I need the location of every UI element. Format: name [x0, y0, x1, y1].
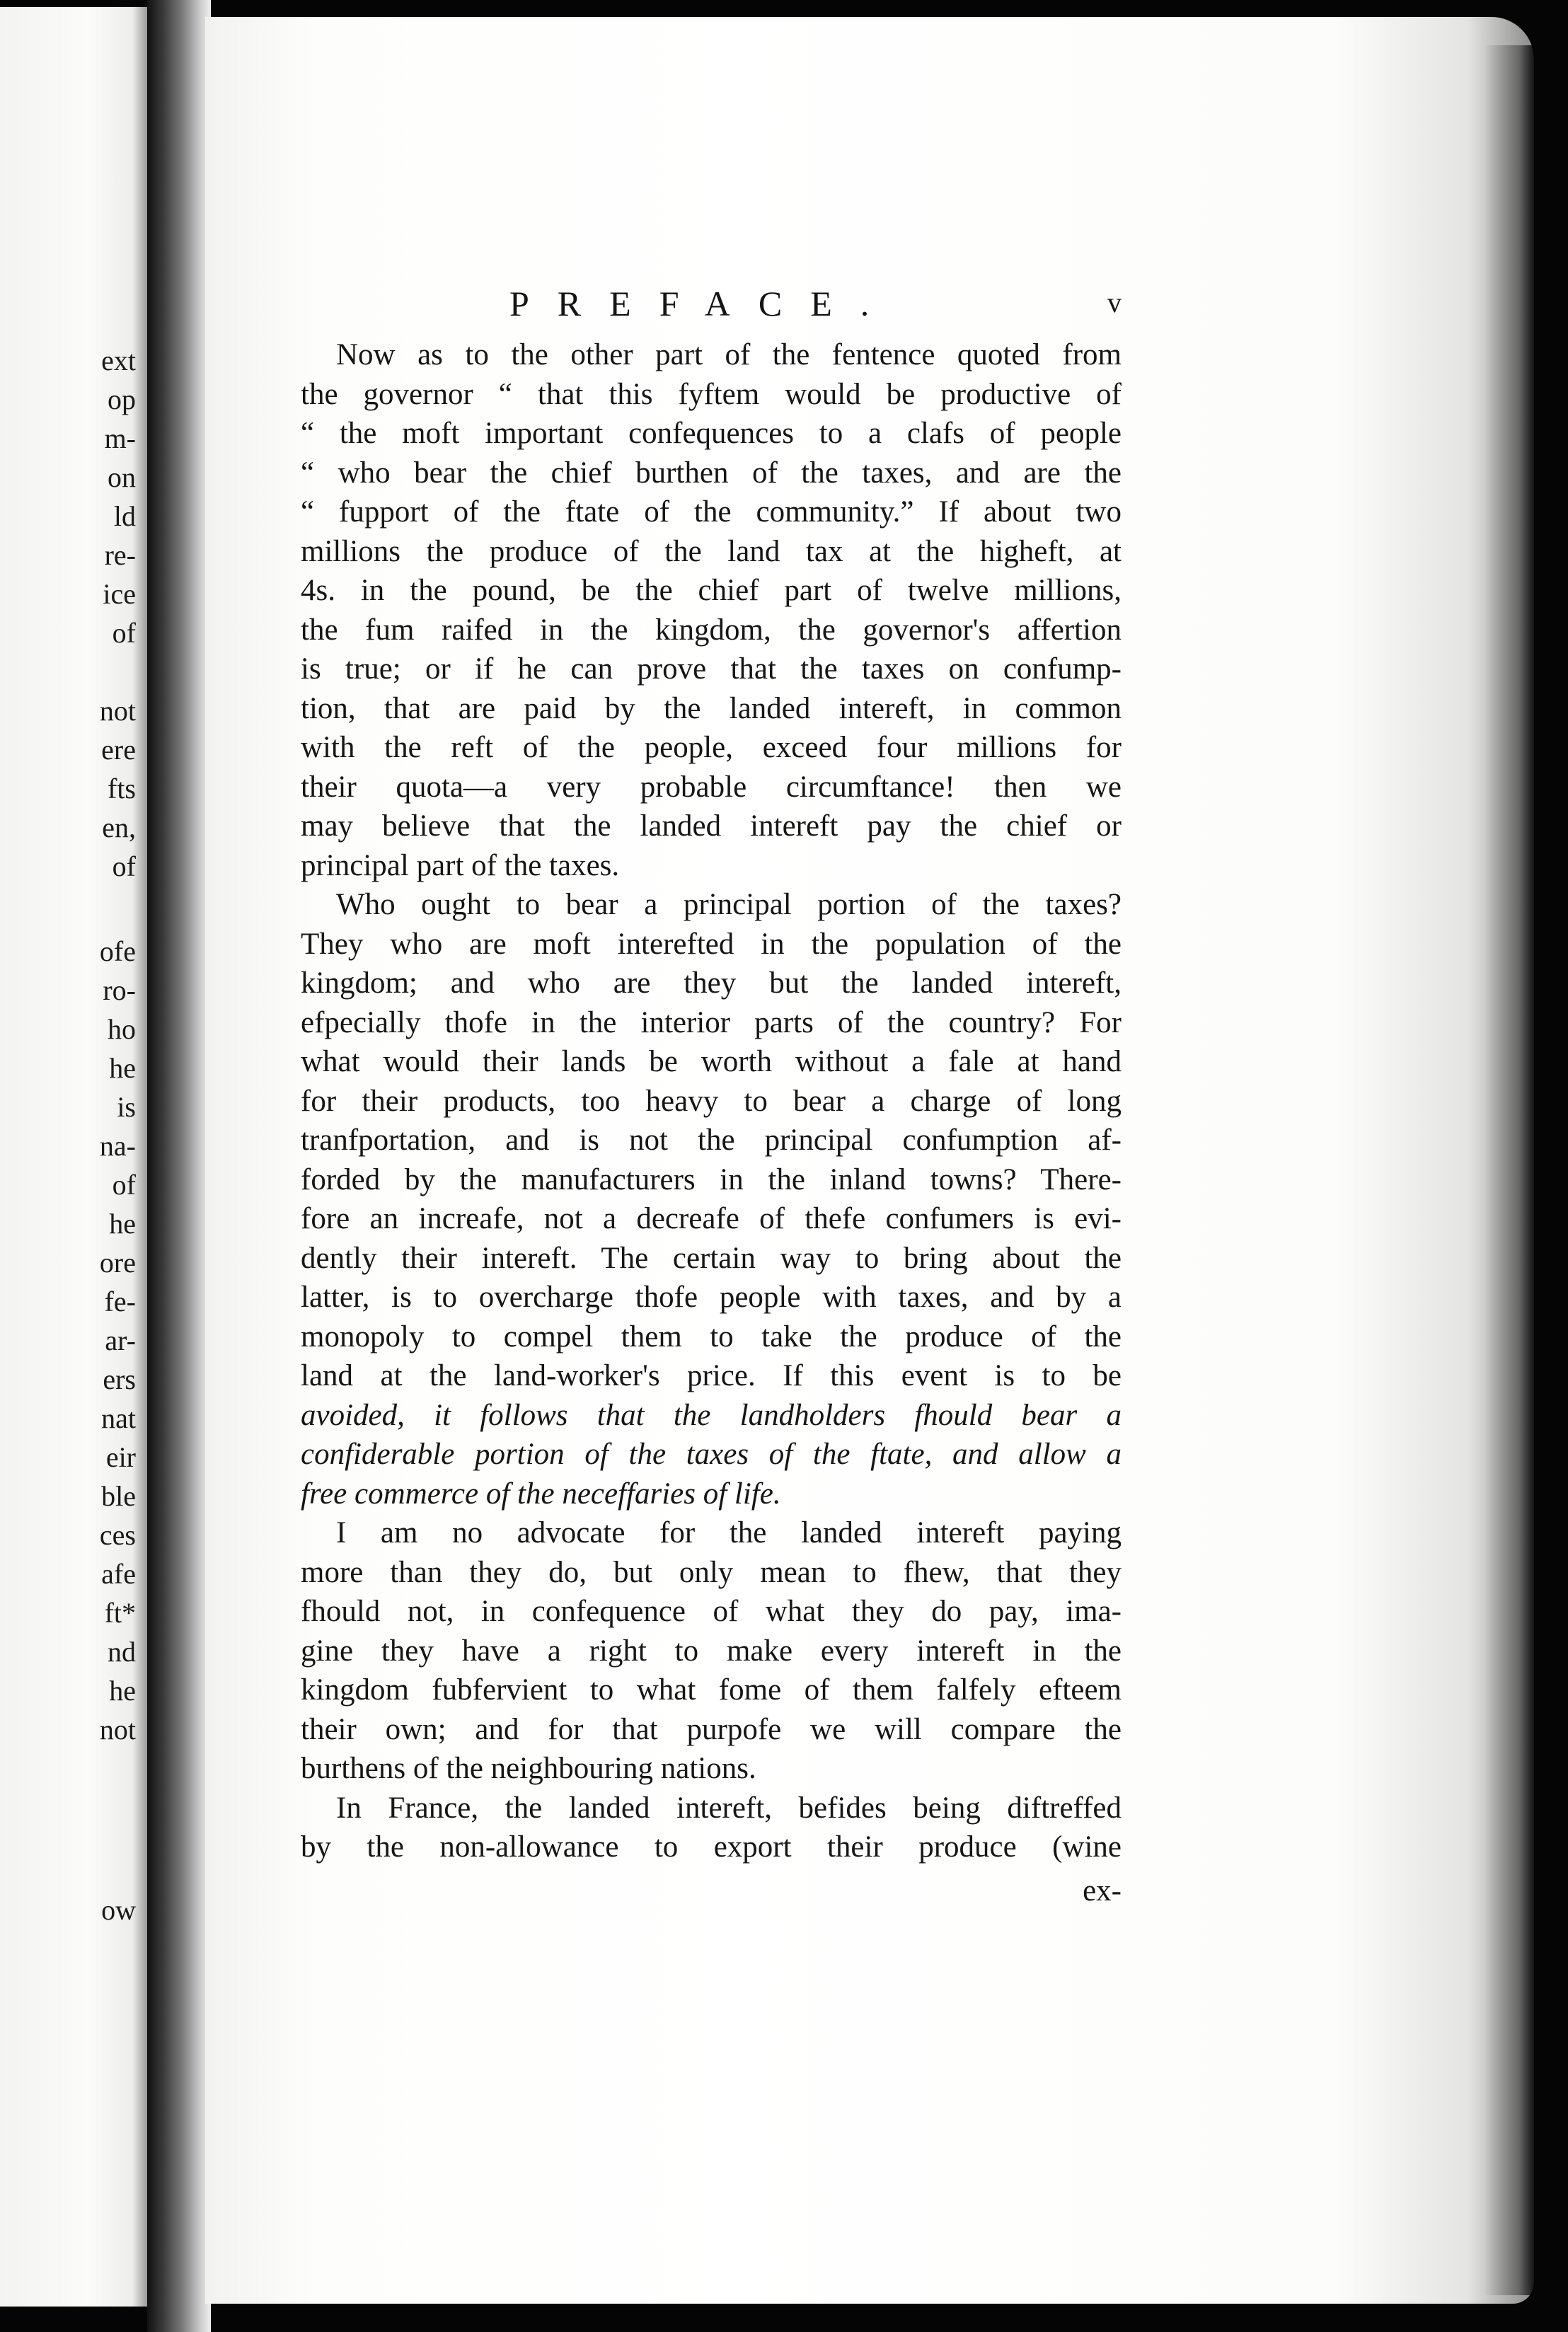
text-line: I am no advocate for the landed intereft paying	[336, 1516, 1122, 1549]
facing-fragment: he	[109, 1675, 136, 1707]
text-line: the fum raifed in the kingdom, the governor's affertion	[301, 613, 1122, 647]
text-line: land at the land-worker's price. If this event is to be	[301, 1359, 1122, 1392]
facing-fragment: op	[108, 383, 136, 415]
facing-fragment: ice	[103, 578, 136, 610]
text-line: their quota—a very probable circumftance! then we	[301, 770, 1122, 804]
facing-fragment: en,	[102, 812, 136, 843]
page-header	[301, 283, 1122, 333]
text-line: gine they have a right to make every intereft in the	[301, 1634, 1122, 1668]
text-line: In France, the landed intereft, befides being diftreffed	[336, 1791, 1122, 1825]
text-line: Who ought to bear a principal portion of the taxes?	[336, 888, 1122, 921]
facing-fragment: he	[109, 1052, 136, 1084]
text-line: Now as to the other part of the fentence quoted from	[336, 338, 1122, 371]
text-line: monopoly to compel them to take the produce of the	[301, 1320, 1122, 1353]
text-line: 4s. in the pound, be the chief part of twelve millions,	[301, 574, 1122, 607]
facing-fragment: ar-	[105, 1324, 136, 1356]
text-line: “ the moft important confequences to a clafs of people	[301, 417, 1122, 450]
facing-fragment: fts	[108, 773, 136, 804]
text-line: kingdom fubfervient to what fome of them falfely efteem	[301, 1673, 1122, 1707]
text-line: millions the produce of the land tax at the higheft, at	[301, 534, 1122, 568]
text-line: burthens of the neighbouring nations.	[301, 1752, 756, 1785]
facing-fragment: of	[112, 617, 136, 649]
facing-page-strip	[0, 7, 147, 2307]
catchword: ex-	[1083, 1874, 1122, 1907]
text-line: “ who bear the chief burthen of the taxes, and are the	[301, 456, 1122, 490]
text-line: dently their intereft. The certain way to bring about the	[301, 1241, 1122, 1275]
facing-fragment: ft*	[104, 1597, 136, 1629]
text-line: by the non-allowance to export their produce (wine	[301, 1830, 1122, 1864]
text-line: avoided, it follows that the landholders fhould bear a	[301, 1398, 1122, 1432]
facing-fragment: eir	[105, 1441, 136, 1473]
facing-fragment: ers	[103, 1363, 136, 1395]
facing-fragment: na-	[99, 1130, 136, 1162]
page-number: v	[1107, 287, 1122, 318]
facing-fragment: fe-	[104, 1286, 136, 1317]
facing-fragment: ow	[101, 1894, 136, 1926]
facing-fragment: ble	[101, 1480, 136, 1512]
facing-fragment: ofe	[99, 935, 136, 967]
facing-fragment: ces	[99, 1519, 136, 1551]
text-line: may believe that the landed intereft pay the chief or	[301, 809, 1122, 843]
text-line: They who are moft interefted in the population of the	[301, 927, 1122, 961]
text-line: fhould not, in confequence of what they do pay, ima-	[301, 1595, 1122, 1628]
text-line: for their products, too heavy to bear a charge of long	[301, 1084, 1122, 1118]
facing-fragment: ore	[99, 1247, 136, 1278]
facing-fragment: on	[108, 461, 136, 493]
facing-fragment: he	[109, 1208, 136, 1240]
facing-fragment: ho	[108, 1013, 136, 1045]
facing-fragment: not	[99, 1714, 136, 1745]
text-line: principal part of the taxes.	[301, 848, 620, 882]
facing-fragment: nd	[108, 1636, 136, 1668]
text-line: efpecially thofe in the interior parts of the country? For	[301, 1005, 1122, 1039]
facing-fragment: not	[99, 695, 136, 727]
running-title: PREFACE.	[509, 284, 898, 323]
text-line: latter, is to overcharge thofe people with taxes, and by a	[301, 1281, 1122, 1314]
facing-fragment: nat	[101, 1402, 136, 1434]
facing-fragment: ere	[101, 734, 136, 766]
facing-fragment: ro-	[103, 974, 136, 1006]
text-line: forded by the manufacturers in the inland towns? There-	[301, 1162, 1122, 1196]
facing-fragment: ext	[101, 345, 136, 376]
text-line: more than they do, but only mean to fhew, that they	[301, 1555, 1122, 1589]
facing-fragment: ld	[113, 500, 136, 532]
text-line: what would their lands be worth without a fale at hand	[301, 1045, 1122, 1078]
text-line: “ fupport of the ftate of the community.” If about two	[301, 495, 1122, 529]
page-edge-shadow	[1485, 45, 1534, 2295]
facing-fragment: m-	[104, 422, 136, 454]
text-line: free commerce of the neceffaries of life.	[301, 1477, 781, 1511]
facing-fragment: is	[117, 1091, 136, 1123]
facing-fragment: afe	[101, 1558, 136, 1590]
body-text	[301, 335, 1122, 1867]
text-line: confiderable portion of the taxes of the ftate, and allow a	[301, 1438, 1122, 1471]
facing-fragment: re-	[104, 539, 136, 571]
text-line: with the reft of the people, exceed four millions for	[301, 731, 1122, 764]
text-line: the governor “ that this fyftem would be productive of	[301, 377, 1122, 411]
facing-fragment: of	[112, 850, 136, 882]
text-line: their own; and for that purpofe we will compare the	[301, 1712, 1122, 1746]
text-line: tranfportation, and is not the principal confumption af-	[301, 1124, 1122, 1157]
facing-fragment: of	[112, 1169, 136, 1201]
text-line: tion, that are paid by the landed intereft, in common	[301, 691, 1122, 725]
binding-gutter	[147, 0, 211, 2332]
text-line: fore an increafe, not a decreafe of thefe confumers is evi-	[301, 1202, 1122, 1235]
text-line: is true; or if he can prove that the taxes on confump-	[301, 652, 1122, 686]
text-line: kingdom; and who are they but the landed intereft,	[301, 966, 1122, 1000]
